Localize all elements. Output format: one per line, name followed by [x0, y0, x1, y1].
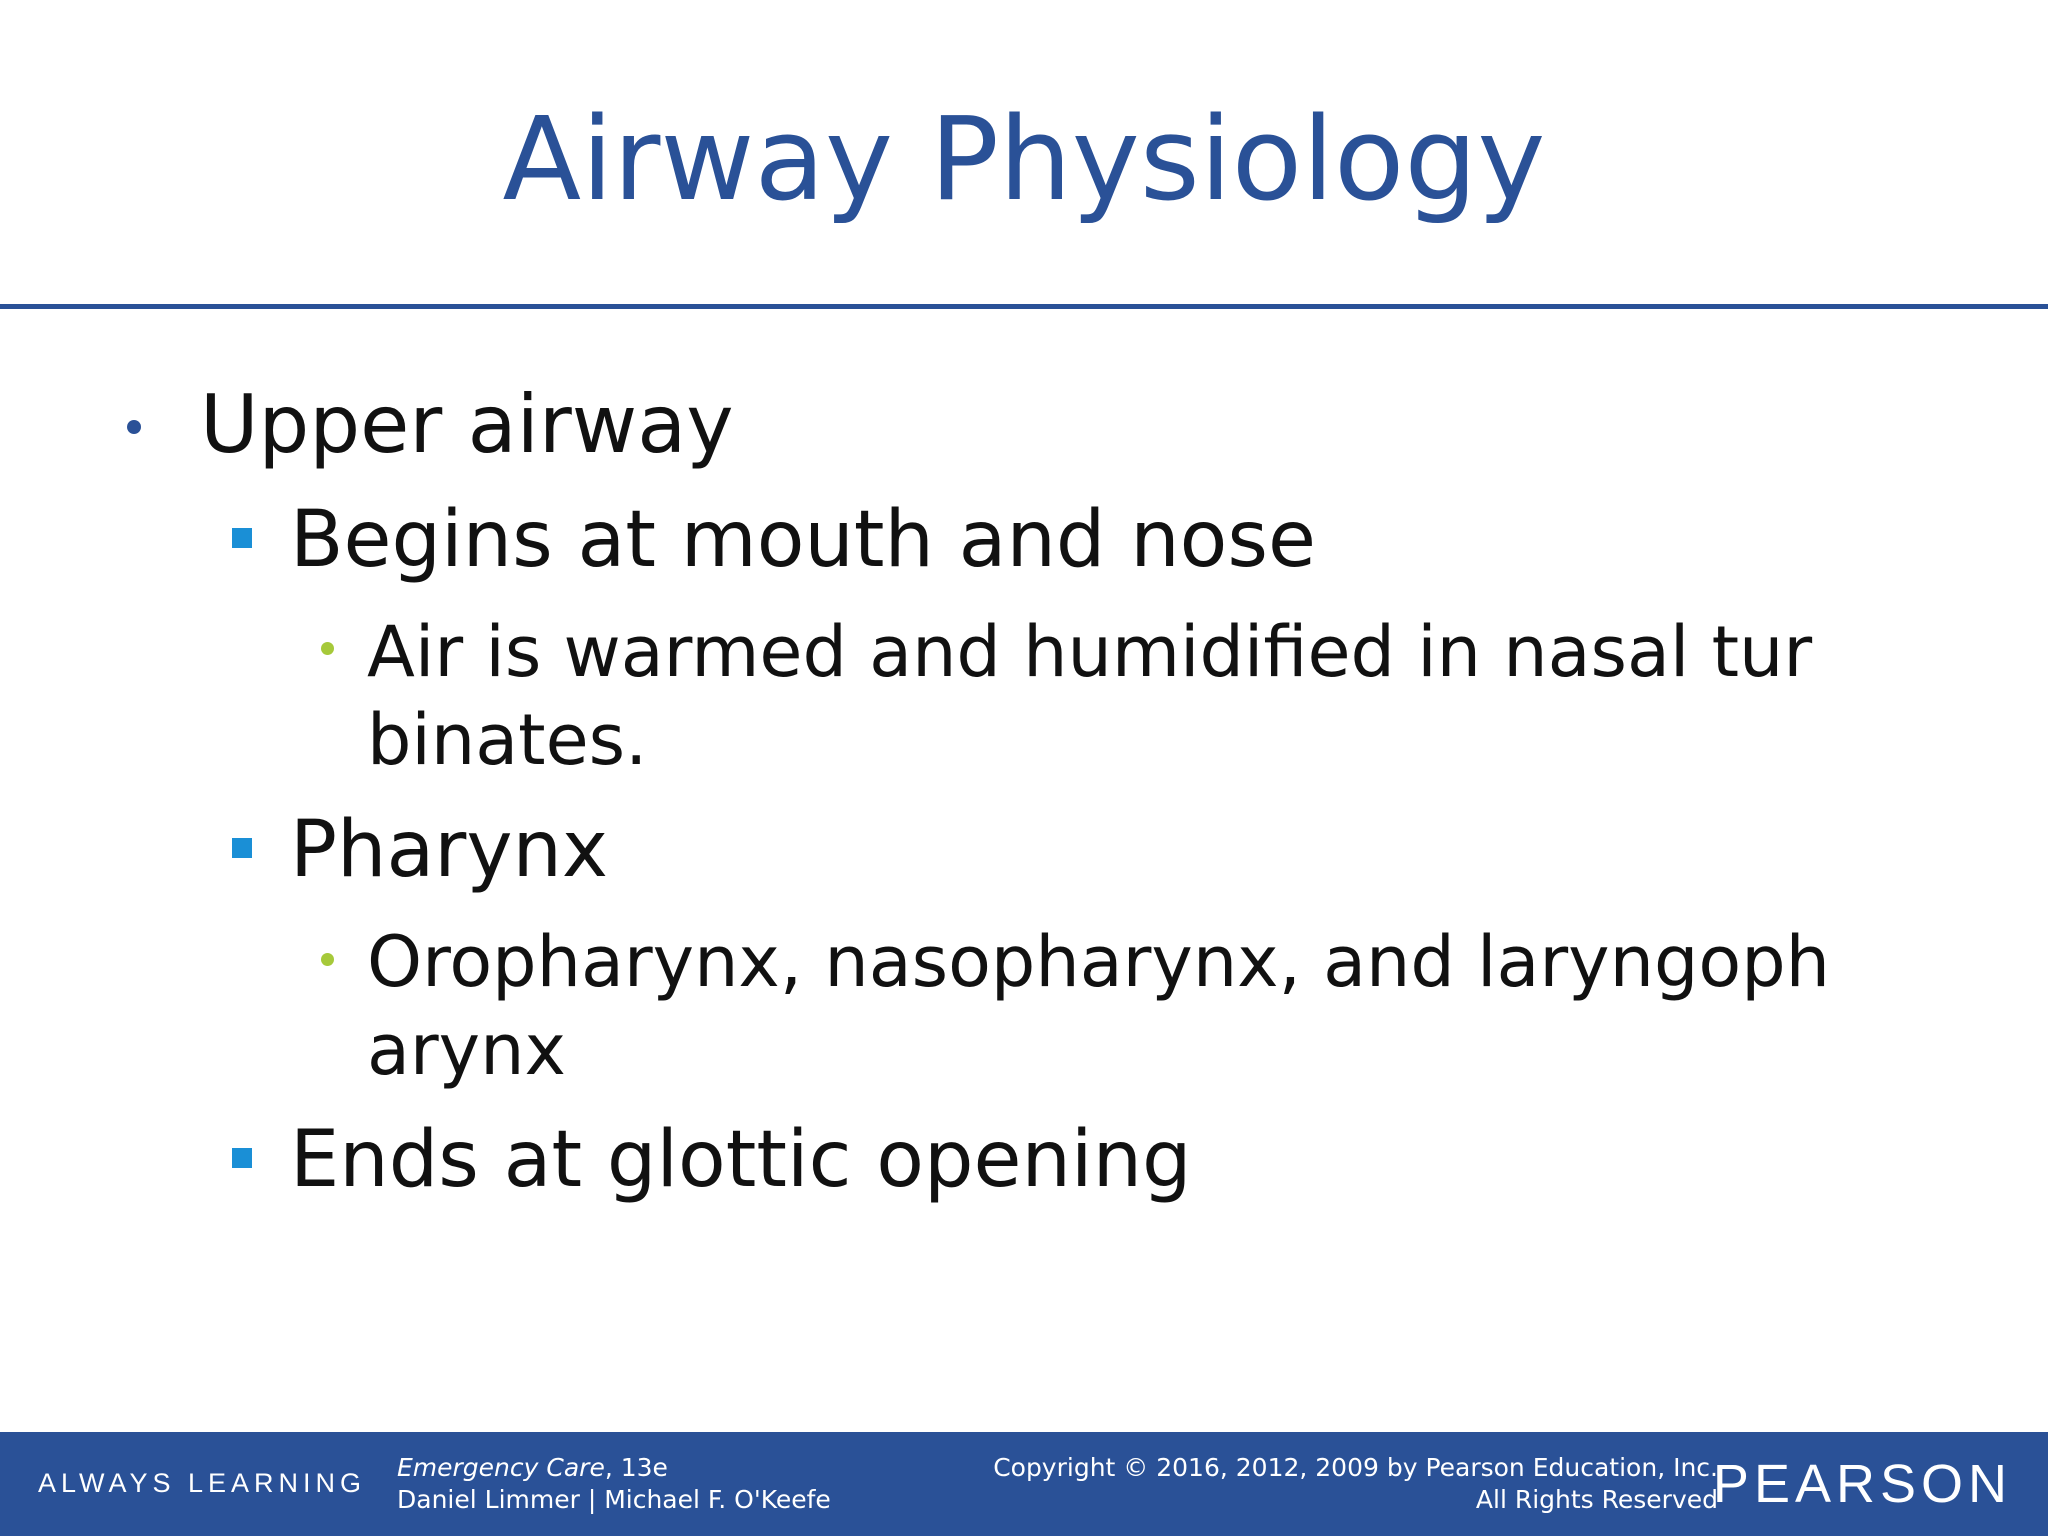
bullet-text: Ends at glottic opening: [290, 1115, 1192, 1205]
bullet-upper-airway: [200, 380, 734, 470]
square-bullet-icon: [232, 838, 252, 858]
book-citation: [397, 1452, 831, 1516]
copyright-notice: [993, 1452, 1718, 1516]
bullet-ends-at-glottic: [290, 1115, 1192, 1205]
slide-title: Airway Physiology: [502, 93, 1546, 227]
bullet-text: Begins at mouth and nose: [290, 495, 1316, 585]
bullet-text: Pharynx: [290, 805, 609, 895]
green-dot-bullet-icon: [321, 642, 334, 655]
book-title-line: [397, 1452, 831, 1484]
bullet-text: Air is warmed and humidified in nasal tur binates.: [367, 611, 1813, 781]
square-bullet-icon: [232, 1148, 252, 1168]
book-title: Emergency Care: [397, 1453, 605, 1482]
footer-bar: [0, 1432, 2048, 1536]
book-edition: , 13e: [604, 1453, 668, 1482]
bullet-air-warmed: [367, 608, 1987, 784]
bullet-text: Oropharynx, nasopharynx, and laryngoph arynx: [367, 921, 1831, 1091]
square-bullet-icon: [232, 528, 252, 548]
bullet-text: Upper airway: [200, 378, 734, 471]
pearson-logo: PEARSON: [1712, 1454, 2012, 1514]
bullet-oropharynx: [367, 918, 1987, 1094]
bullet-begins-at-mouth: [290, 495, 1316, 585]
book-authors: Daniel Limmer | Michael F. O'Keefe: [397, 1485, 831, 1514]
green-dot-bullet-icon: [321, 953, 334, 966]
bullet-pharynx: [290, 805, 608, 895]
footer-tagline: ALWAYS LEARNING: [38, 1468, 367, 1498]
copyright-line-2: All Rights Reserved: [1475, 1485, 1718, 1514]
copyright-line-1: Copyright © 2016, 2012, 2009 by Pearson Education, Inc.: [993, 1453, 1718, 1482]
bullet-dot-icon: [127, 420, 141, 434]
